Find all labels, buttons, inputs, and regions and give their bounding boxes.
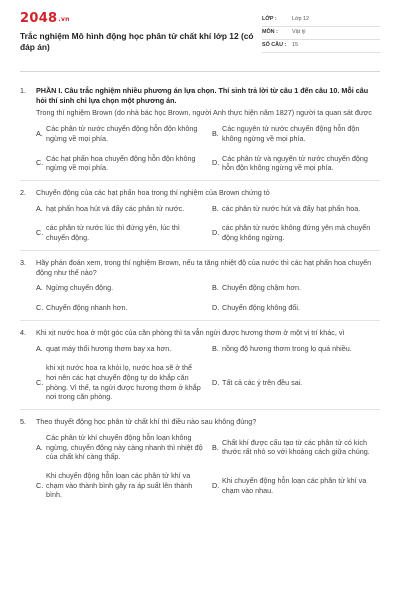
option-text: Chuyển động chậm hơn. (222, 283, 302, 293)
option-b[interactable] (212, 433, 380, 462)
question-number: 4. (20, 327, 26, 337)
divider (20, 409, 380, 410)
question-text: Theo thuyết động học phân tử chất khí thì điều nào sau không đúng? (36, 417, 257, 427)
option-d[interactable] (212, 223, 380, 242)
option-c[interactable] (36, 154, 204, 173)
question-4 (20, 328, 380, 402)
option-letter: D. (212, 158, 220, 168)
option-d[interactable] (212, 154, 380, 173)
question-body (36, 417, 380, 500)
option-letter: D. (212, 377, 220, 387)
meta-key: MÔN : (262, 29, 278, 36)
question-number: 3. (20, 257, 26, 267)
option-letter: B. (212, 283, 219, 293)
option-text: Chất khí được cấu tạo từ các phân tử có kích thước rất nhỏ so với khoảng cách giữa chúng. (222, 437, 370, 457)
divider (20, 320, 380, 321)
answer-options (36, 433, 380, 500)
document-header (20, 12, 380, 72)
option-c[interactable] (36, 303, 204, 313)
option-letter: B. (212, 129, 219, 139)
option-letter: A. (36, 203, 43, 213)
logo-main: 2048 (20, 11, 58, 26)
question-text: Hãy phán đoán xem, trong thí nghiệm Brown, nếu ta tăng nhiệt độ của nước thì các hạt phấn hoa chuyển động như thế nào? (36, 257, 372, 277)
question-number: 5. (20, 417, 26, 427)
option-text: Khi chuyển động hỗn loạn các phân tử khí va chạm vào thành bình gây ra áp suất lên thành bình. (46, 470, 193, 500)
meta-key: SỐ CÂU : (262, 42, 287, 49)
question-body (36, 86, 380, 173)
meta-key: LỚP : (262, 16, 277, 23)
question-text: PHẦN I. Câu trắc nghiệm nhiều phương án lựa chọn. Thí sinh trả lời từ câu 1 đến câu 10. Mỗi câu hỏi thí sinh chỉ lựa chọn một phương án. (36, 86, 369, 105)
question-2 (20, 188, 380, 243)
option-letter: C. (36, 228, 44, 238)
option-text: Ngừng chuyển động. (46, 283, 114, 293)
option-d[interactable] (212, 303, 380, 313)
option-letter: B. (212, 343, 219, 353)
option-text: Chuyển động nhanh hơn. (46, 303, 128, 313)
answer-options (36, 344, 380, 403)
meta-value: 15 (292, 42, 298, 49)
option-letter: A. (36, 129, 43, 139)
meta-info (262, 14, 380, 53)
option-letter: D. (212, 303, 220, 313)
option-text: các phân tử nước lúc thì đứng yên, lúc thì chuyển động. (46, 223, 180, 243)
divider (20, 180, 380, 181)
option-text: Các phân tử khí chuyển động hỗn loạn không ngừng, chuyển động này càng nhanh thì nhiệt độ của chất khí càng thấp. (46, 432, 203, 462)
question-body (36, 328, 380, 402)
option-letter: C. (36, 158, 44, 168)
option-text: hạt phấn hoa hút và đẩy các phân tử nước. (46, 203, 185, 213)
option-a[interactable] (36, 204, 204, 214)
option-a[interactable] (36, 433, 204, 462)
option-text: khi xịt nước hoa ra khỏi lọ, nước hoa sẽ ở thể hơi nên các hạt chuyển động tự do khắp căn phòng. Vì thế, ta ngửi được hương thơm ở khắp nơi trong căn phòng. (46, 363, 201, 402)
option-c[interactable] (36, 223, 204, 242)
option-text: quạt máy thổi hương thơm bay xa hơn. (46, 343, 172, 353)
option-a[interactable] (36, 283, 204, 293)
site-logo[interactable] (20, 12, 260, 27)
brand-block (20, 12, 260, 53)
option-text: các phân tử nước không đứng yên mà chuyển động không ngừng. (222, 223, 371, 243)
option-text: các phân tử nước hút và đẩy hạt phấn hoa. (222, 203, 361, 213)
option-d[interactable] (212, 363, 380, 402)
option-letter: D. (212, 480, 220, 490)
question-number: 2. (20, 188, 26, 198)
option-letter: B. (212, 203, 219, 213)
logo-tld: .vn (58, 16, 70, 23)
option-text: Tất cả các ý trên đều sai. (222, 377, 303, 387)
option-letter: C. (36, 303, 44, 313)
option-b[interactable] (212, 344, 380, 354)
question-stem: Trong thí nghiệm Brown (do nhà bác học Brown, người Anh thực hiện năm 1827) người ta quan sát được (36, 108, 372, 118)
question-number: 1. (20, 86, 26, 95)
option-letter: D. (212, 228, 220, 238)
option-a[interactable] (36, 124, 204, 143)
option-text: Chuyển động không đổi. (222, 303, 300, 313)
option-c[interactable] (36, 471, 204, 500)
option-a[interactable] (36, 344, 204, 354)
option-text: nồng độ hương thơm trong lọ quá nhiều. (222, 343, 352, 353)
question-body (36, 188, 380, 243)
option-text: Khi chuyển động hỗn loạn các phân tử khí va chạm vào nhau. (222, 475, 367, 495)
meta-row-class (262, 14, 380, 27)
option-letter: B. (212, 442, 219, 452)
option-letter: A. (36, 283, 43, 293)
divider (20, 250, 380, 251)
option-letter: C. (36, 377, 44, 387)
option-d[interactable] (212, 471, 380, 500)
option-letter: C. (36, 480, 44, 490)
answer-options (36, 283, 380, 312)
option-c[interactable] (36, 363, 204, 402)
option-b[interactable] (212, 124, 380, 143)
answer-options (36, 124, 380, 173)
meta-value: Lớp 12 (292, 16, 310, 23)
question-body (36, 258, 380, 313)
question-3 (20, 258, 380, 313)
option-text: Các hạt phấn hoa chuyển động hỗn độn không ngừng về mọi phía. (46, 153, 196, 173)
answer-options (36, 204, 380, 243)
option-letter: A. (36, 343, 43, 353)
option-text: Các nguyên tử nước chuyển động hỗn độn không ngừng về mọi phía. (222, 124, 360, 143)
page-title: Trắc nghiệm Mô hình động học phân tử chất khí lớp 12 (có đáp án) (20, 31, 254, 52)
meta-row-subject (262, 27, 380, 40)
question-text: Chuyển động của các hạt phấn hoa trong thí nghiệm của Brown chứng tỏ (36, 188, 270, 198)
option-b[interactable] (212, 204, 380, 214)
meta-row-count (262, 40, 380, 53)
question-list (20, 72, 380, 500)
option-text: Các phân tử nước chuyển động hỗn độn không ngừng về mọi phía. (46, 124, 198, 143)
option-b[interactable] (212, 283, 380, 293)
question-text: Khi xịt nước hoa ở một góc của căn phòng thì ta vẫn ngửi được hương thơm ở một vị trí khác, vì (36, 327, 345, 337)
option-text: Các phân tử và nguyên tử nước chuyển động hỗn độn không ngừng về mọi phía. (222, 153, 368, 173)
meta-value: Vật lý (292, 29, 306, 36)
option-letter: A. (36, 442, 43, 452)
question-5 (20, 417, 380, 500)
question-1 (20, 86, 380, 173)
